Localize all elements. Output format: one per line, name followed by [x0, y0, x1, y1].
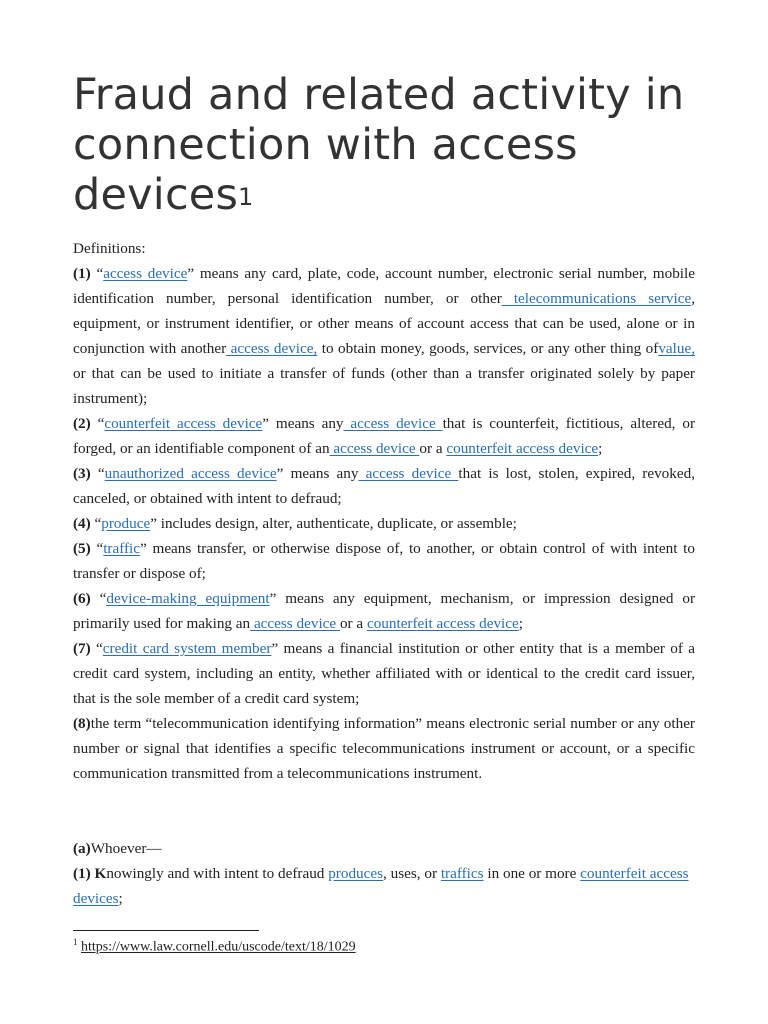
definition-text: or a — [419, 440, 447, 457]
clause-number: (1) K — [73, 865, 107, 882]
link-access-device[interactable]: access device, — [226, 340, 318, 357]
definition-text: or a — [339, 615, 367, 632]
definition-number: (5) — [73, 540, 91, 557]
definition-text: ” means transfer, or otherwise dispose of, to another, or obtain control of with intent to transfer or dispose of; — [73, 540, 695, 582]
section-a-1 — [73, 861, 695, 911]
document-page — [73, 70, 695, 911]
definition-text: , equipment, or instrument identifier, or other means of account access that can be used, alone or in conjunction with another — [73, 290, 696, 357]
link-produces[interactable]: produces — [328, 865, 384, 882]
definition-number: (2) — [73, 415, 91, 432]
link-counterfeit-access-device[interactable]: counterfeit access device — [366, 615, 519, 632]
quote-mark: “ — [90, 515, 102, 532]
definition-text: or that can be used to initiate a transfer of funds (other than a transfer originated solely by paper instrument); — [73, 365, 695, 407]
definition-text: ” includes design, alter, authenticate, duplicate, or assemble; — [150, 515, 517, 532]
link-counterfeit-access-device[interactable]: counterfeit access device — [446, 440, 599, 457]
definition-text: ” means any card, plate, code, account number, electronic serial number, mobile identification number, personal identification number, or other — [73, 265, 695, 307]
definition-number: (6) — [73, 590, 91, 607]
definition-number: (7) — [73, 640, 91, 657]
definition-text: that is counterfeit, fictitious, altered, or forged, or an identifiable component of an — [73, 415, 695, 457]
page-title-text: Fraud and related activity in connection with access devices — [73, 70, 685, 220]
quote-mark: “ — [90, 540, 104, 557]
term-link-unauthorized-access-device[interactable]: unauthorized access device — [104, 465, 277, 482]
definition-number: (1) — [73, 265, 91, 282]
link-counterfeit-access-devices[interactable]: counterfeit access devices — [73, 865, 689, 907]
section-a — [73, 836, 695, 861]
term-link-credit-card-system-member[interactable]: credit card system member — [102, 640, 272, 657]
clause-text: ; — [118, 890, 123, 907]
document-body — [73, 236, 695, 911]
definition-2 — [73, 411, 695, 461]
quote-mark: “ — [90, 465, 105, 482]
quote-mark: “ — [90, 640, 103, 657]
section-label: (a) — [73, 840, 91, 857]
section-text: Whoever— — [90, 840, 162, 857]
term-link-access-device[interactable]: access device — [103, 265, 188, 282]
quote-mark: “ — [90, 265, 104, 282]
term-link-traffic[interactable]: traffic — [103, 540, 141, 557]
definition-text: ” means any equipment, mechanism, or impression designed or primarily used for making an — [73, 590, 696, 632]
definition-text: that is lost, stolen, expired, revoked, canceled, or obtained with intent to defraud; — [73, 465, 696, 507]
quote-mark: “ — [90, 590, 107, 607]
definition-1 — [73, 261, 695, 411]
definition-text: to obtain money, goods, services, or any other thing of — [317, 340, 659, 357]
page-title — [73, 70, 695, 220]
clause-text: in one or more — [483, 865, 581, 882]
definition-number: (4) — [73, 515, 91, 532]
definition-3 — [73, 461, 695, 511]
definitions-heading: Definitions: — [73, 240, 146, 257]
link-access-device[interactable]: access device — [329, 440, 420, 457]
definition-text: ” means any — [276, 465, 359, 482]
footnote-url-link[interactable]: https://www.law.cornell.edu/uscode/text/18/1029 — [81, 939, 356, 955]
quote-mark: “ — [90, 415, 105, 432]
link-value[interactable]: value, — [658, 340, 695, 357]
term-link-device-making-equipment[interactable]: device-making equipment — [106, 590, 270, 607]
footnote-separator — [73, 930, 259, 931]
definition-text: the term “telecommunication identifying information” means electronic serial number or any other number or signal that identifies a specific telecommunications instrument or account, or a specific communication transmitted from a telecommunications instrument. — [73, 715, 695, 782]
footnote-mark: 1 — [73, 937, 78, 947]
footnote — [73, 937, 356, 956]
definition-text: ” means a financial institution or other entity that is a member of a credit card system, including an entity, whether affiliated with or identical to the credit card issuer, that is the sole member of a credit card system; — [73, 640, 695, 707]
link-traffics[interactable]: traffics — [440, 865, 484, 882]
clause-text: nowingly and with intent to defraud — [106, 865, 329, 882]
link-access-device[interactable]: access device — [358, 465, 459, 482]
definition-number: (3) — [73, 465, 91, 482]
definition-6 — [73, 586, 695, 636]
section-spacer — [73, 786, 695, 836]
link-access-device[interactable]: access device — [343, 415, 443, 432]
clause-text: , uses, or — [383, 865, 441, 882]
definition-text: ” means any — [262, 415, 344, 432]
title-footnote-mark[interactable]: 1 — [238, 183, 254, 211]
link-telecommunications-service[interactable]: telecommunications service — [501, 290, 692, 307]
definition-text: ; — [518, 615, 523, 632]
term-link-produce[interactable]: produce — [101, 515, 151, 532]
term-link-counterfeit-access-device[interactable]: counterfeit access device — [104, 415, 263, 432]
definition-7 — [73, 636, 695, 711]
definition-text: ; — [598, 440, 603, 457]
definition-4 — [73, 511, 695, 536]
definition-8 — [73, 711, 695, 786]
definition-5 — [73, 536, 695, 586]
link-access-device[interactable]: access device — [250, 615, 340, 632]
definition-number: (8) — [73, 715, 91, 732]
